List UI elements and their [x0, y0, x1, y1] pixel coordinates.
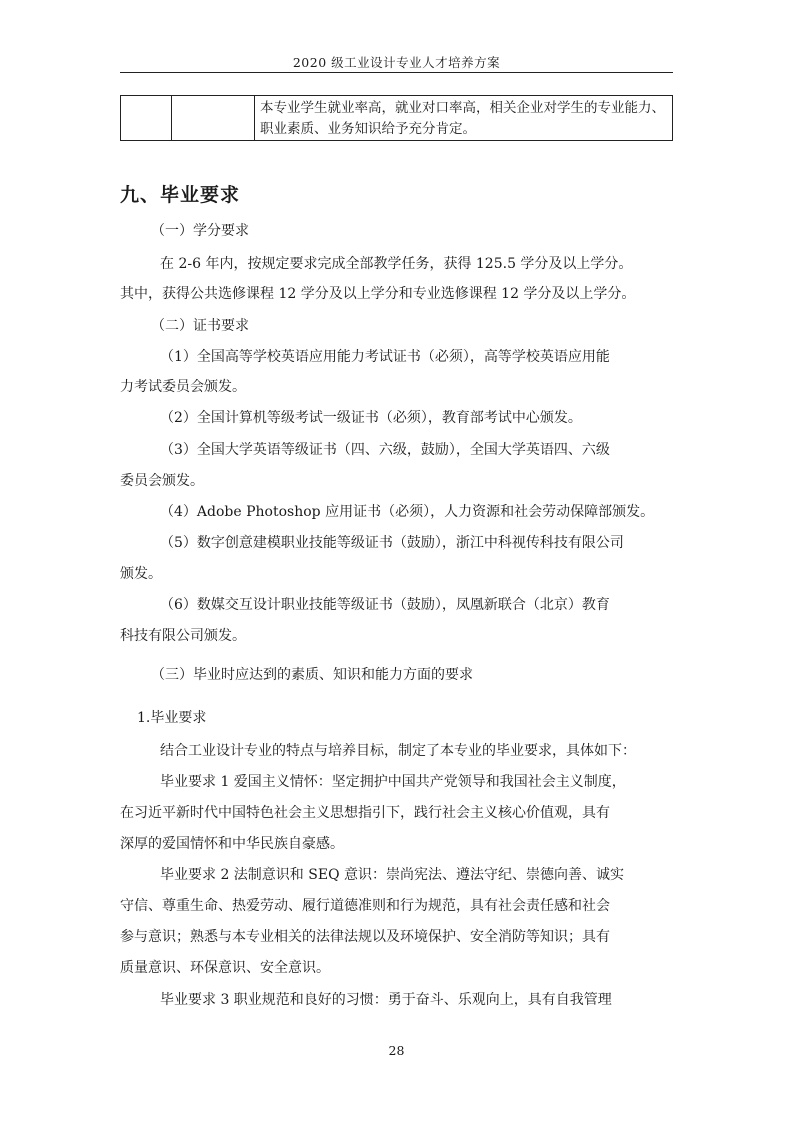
running-header: 2020 级工业设计专业人才培养方案: [292, 55, 501, 70]
paragraph-line: 力考试委员会颁发。: [120, 379, 246, 395]
paragraph-line: 颁发。: [120, 566, 162, 582]
section-heading: 九、毕业要求: [120, 184, 241, 206]
header-rule: [120, 72, 673, 73]
paragraph-line: 在 2-6 年内，按规定要求完成全部教学任务，获得 125.5 学分及以上学分。: [160, 256, 633, 272]
table-row: [121, 96, 673, 141]
paragraph-line: 结合工业设计专业的特点与培养目标，制定了本专业的毕业要求，具体如下：: [160, 743, 636, 759]
paragraph-line: 在习近平新时代中国特色社会主义思想指引下，践行社会主义核心价值观，具有: [120, 805, 610, 821]
paragraph-line: 其中，获得公共选修课程 12 学分及以上学分和专业选修课程 12 学分及以上学分。: [120, 286, 636, 302]
paragraph-line: （1）全国高等学校英语应用能力考试证书（必须），高等学校英语应用能: [160, 349, 610, 365]
table-cell-empty-2: [172, 96, 255, 141]
sub-heading-requirements: （三）毕业时应达到的素质、知识和能力方面的要求: [151, 667, 473, 683]
paragraph-line: （3）全国大学英语等级证书（四、六级，鼓励），全国大学英语四、六级: [160, 442, 610, 458]
paragraph-line: 毕业要求 3 职业规范和良好的习惯：勇于奋斗、乐观向上，具有自我管理: [160, 992, 612, 1008]
table-cell-line: 职业素质、业务知识给予充分肯定。: [260, 121, 476, 137]
paragraph-line: 毕业要求 2 法制意识和 SEQ 意识：崇尚宪法、遵法守纪、崇德向善、诚实: [160, 867, 624, 883]
table-cell-line: 本专业学生就业率高，就业对口率高，相关企业对学生的专业能力、: [260, 100, 665, 116]
paragraph-line: （6）数媒交互设计职业技能等级证书（鼓励），凤凰新联合（北京）教育: [160, 597, 610, 613]
paragraph-line: 科技有限公司颁发。: [120, 628, 246, 644]
paragraph-line: 参与意识；熟悉与本专业相关的法律法规以及环境保护、安全消防等知识；具有: [120, 929, 610, 945]
table-cell-empty-1: [121, 96, 172, 141]
paragraph-line: （4）Adobe Photoshop 应用证书（必须），人力资源和社会劳动保障部颁发。: [160, 504, 655, 520]
paragraph-line: 委员会颁发。: [120, 473, 204, 489]
table-cell-text: [255, 96, 673, 141]
sub-heading-credits: （一）学分要求: [151, 223, 249, 239]
paragraph-line: （5）数字创意建模职业技能等级证书（鼓励），浙江中科视传科技有限公司: [160, 535, 624, 551]
continuation-table: [120, 95, 673, 141]
paragraph-line: 质量意识、环保意识、安全意识。: [120, 960, 330, 976]
sub-heading-certificates: （二）证书要求: [151, 318, 249, 334]
page-number: 28: [388, 1043, 405, 1058]
item-heading: 1.毕业要求: [137, 710, 207, 726]
paragraph-line: （2）全国计算机等级考试一级证书（必须），教育部考试中心颁发。: [160, 410, 582, 426]
paragraph-line: 深厚的爱国情怀和中华民族自豪感。: [120, 836, 344, 852]
paragraph-line: 守信、尊重生命、热爱劳动、履行道德准则和行为规范，具有社会责任感和社会: [120, 898, 610, 914]
paragraph-line: 毕业要求 1 爱国主义情怀：坚定拥护中国共产党领导和我国社会主义制度，: [160, 774, 626, 790]
